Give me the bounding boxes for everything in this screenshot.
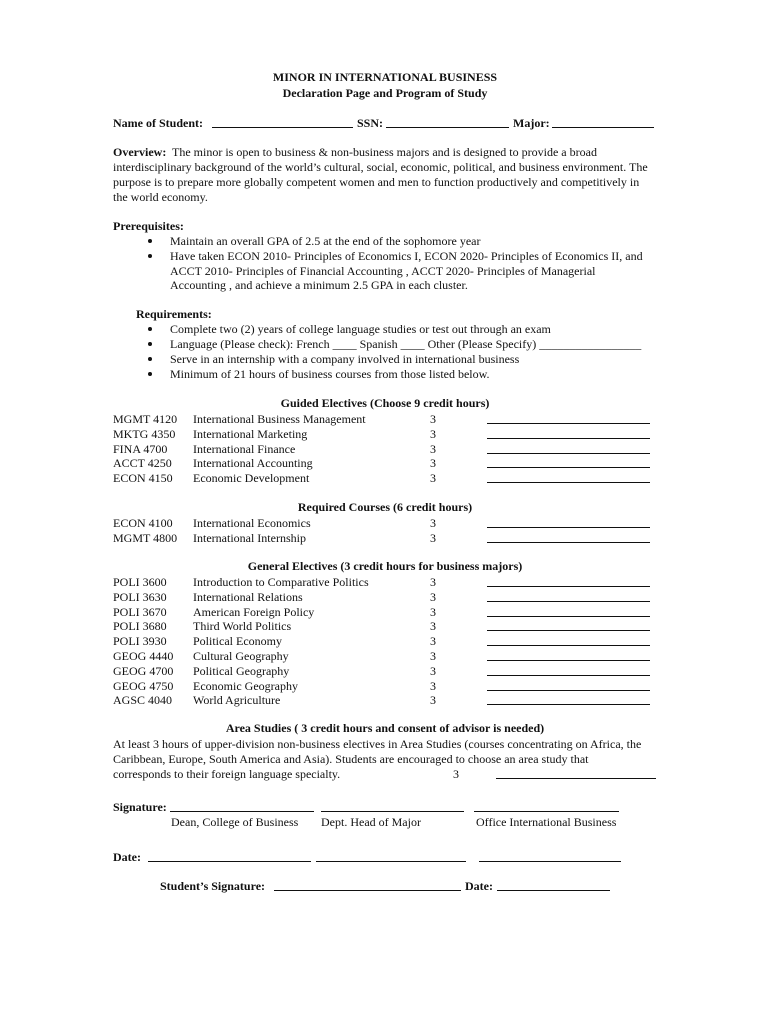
prerequisite-item: Maintain an overall GPA of 2.5 at the end of the sophomore year <box>170 234 481 248</box>
course-credits: 3 <box>430 575 436 589</box>
overview-line: purpose is to prepare more globally competent women and men to function productively and competitively in <box>113 175 640 189</box>
bullet-icon <box>148 342 152 346</box>
course-name: Economic Geography <box>193 678 298 693</box>
course-term-field[interactable] <box>487 605 650 617</box>
course-code: GEOG 4750 <box>113 678 174 693</box>
ssn-label: SSN: <box>357 116 384 130</box>
dept-head-signature-field[interactable] <box>321 800 464 812</box>
course-term-field[interactable] <box>487 471 650 483</box>
requirement-item: Serve in an internship with a company involved in international business <box>170 352 520 366</box>
student-date-field[interactable] <box>497 879 610 891</box>
requirement-item-language[interactable]: Language (Please check): French ____ Spanish ____ Other (Please Specify) _________________ <box>170 337 642 351</box>
course-term-field[interactable] <box>487 531 650 543</box>
course-credits: 3 <box>430 471 436 486</box>
student-signature-field[interactable] <box>274 879 461 891</box>
course-code: FINA 4700 <box>113 441 168 456</box>
course-term-field[interactable] <box>487 575 650 587</box>
area-studies-line: At least 3 hours of upper-division non-business electives in Area Studies (courses concentrating on Africa, the <box>113 737 642 751</box>
course-term-field[interactable] <box>487 590 650 602</box>
guided-electives-heading: Guided Electives (Choose 9 credit hours) <box>280 396 490 410</box>
area-studies-credits: 3 <box>453 767 459 781</box>
course-name: Economic Development <box>193 471 310 486</box>
area-studies-heading: Area Studies ( 3 credit hours and consent of advisor is needed) <box>225 721 545 735</box>
student-date-label: Date: <box>465 879 493 893</box>
dean-signature-field[interactable] <box>170 800 314 812</box>
course-name: International Marketing <box>193 426 308 441</box>
page-title: MINOR IN INTERNATIONAL BUSINESS <box>272 70 498 84</box>
course-name: International Finance <box>193 441 296 456</box>
requirement-item: Minimum of 21 hours of business courses from those listed below. <box>170 367 490 381</box>
date-label: Date: <box>113 850 141 864</box>
course-code: AGSC 4040 <box>113 693 173 708</box>
prerequisites-label: Prerequisites: <box>113 219 184 233</box>
required-courses-heading: Required Courses (6 credit hours) <box>297 500 473 514</box>
course-credits: 3 <box>430 649 436 663</box>
course-credits: 3 <box>430 619 436 634</box>
course-credits: 3 <box>430 530 436 545</box>
overview-label: Overview: <box>113 145 167 159</box>
prerequisite-item: ACCT 2010- Principles of Financial Accounting , ACCT 2020- Principles of Managerial <box>170 264 596 278</box>
course-code: POLI 3680 <box>113 619 167 634</box>
student-name-label: Name of Student: <box>113 116 203 130</box>
course-code: ECON 4100 <box>113 516 173 530</box>
course-code: GEOG 4700 <box>113 663 174 678</box>
area-studies-signoff-field[interactable] <box>496 767 656 779</box>
course-code: POLI 3670 <box>113 604 167 619</box>
course-code: MKTG 4350 <box>113 426 176 441</box>
prerequisite-item: Have taken ECON 2010- Principles of Economics I, ECON 2020- Principles of Economics II, and <box>170 249 643 263</box>
dean-date-field[interactable] <box>148 850 311 862</box>
course-credits: 3 <box>430 693 436 708</box>
bullet-icon <box>148 372 152 376</box>
general-electives-heading: General Electives (3 credit hours for business majors) <box>247 559 523 573</box>
student-name-field[interactable] <box>212 116 353 128</box>
course-credits: 3 <box>430 663 436 678</box>
course-code: MGMT 4120 <box>113 412 178 426</box>
course-name: International Accounting <box>193 456 313 471</box>
office-caption: Office International Business <box>476 815 617 829</box>
dept-head-caption: Dept. Head of Major <box>321 815 421 829</box>
requirements-label: Requirements: <box>136 307 212 321</box>
course-code: POLI 3930 <box>113 634 167 649</box>
office-date-field[interactable] <box>479 850 621 862</box>
course-code: ACCT 4250 <box>113 456 172 471</box>
course-credits: 3 <box>430 589 436 604</box>
overview-line: the world economy. <box>113 190 208 204</box>
student-signature-label: Student’s Signature: <box>160 879 266 893</box>
course-term-field[interactable] <box>487 442 650 454</box>
course-name: International Internship <box>193 530 306 545</box>
course-name: Political Geography <box>193 663 290 678</box>
course-credits: 3 <box>430 604 436 619</box>
dept-head-date-field[interactable] <box>316 850 466 862</box>
bullet-icon <box>148 357 152 361</box>
course-code: POLI 3630 <box>113 589 167 604</box>
prerequisite-item: Accounting , and achieve a minimum 2.5 GPA in each cluster. <box>170 278 468 292</box>
course-name: Political Economy <box>193 634 282 649</box>
area-studies-line: corresponds to their foreign language specialty. <box>113 767 341 781</box>
course-term-field[interactable] <box>487 427 650 439</box>
course-credits: 3 <box>430 516 436 530</box>
area-studies-line: Caribbean, Europe, South America and Asia). Students are encouraged to choose an area study that <box>113 752 589 766</box>
course-term-field[interactable] <box>487 693 650 705</box>
course-credits: 3 <box>430 456 436 471</box>
course-term-field[interactable] <box>487 664 650 676</box>
course-credits: 3 <box>430 441 436 456</box>
course-credits: 3 <box>430 426 436 441</box>
course-term-field[interactable] <box>487 649 650 661</box>
major-label: Major: <box>513 116 550 130</box>
signature-label: Signature: <box>113 800 167 814</box>
course-name: World Agriculture <box>193 693 281 708</box>
course-term-field[interactable] <box>487 634 650 646</box>
office-signature-field[interactable] <box>474 800 619 812</box>
course-credits: 3 <box>430 412 436 426</box>
course-name: International Economics <box>193 516 311 530</box>
bullet-icon <box>148 254 152 258</box>
course-credits: 3 <box>430 678 436 693</box>
bullet-icon <box>148 327 152 331</box>
dean-caption: Dean, College of Business <box>171 815 299 829</box>
course-code: GEOG 4440 <box>113 649 174 663</box>
course-name: Introduction to Comparative Politics <box>193 575 369 589</box>
course-name: Cultural Geography <box>193 649 289 663</box>
course-credits: 3 <box>430 634 436 649</box>
course-code: MGMT 4800 <box>113 530 178 545</box>
course-term-field[interactable] <box>487 679 650 691</box>
course-term-field[interactable] <box>487 456 650 468</box>
course-code: ECON 4150 <box>113 471 173 486</box>
course-term-field[interactable] <box>487 412 650 424</box>
course-name: American Foreign Policy <box>193 604 315 619</box>
course-name: Third World Politics <box>193 619 292 634</box>
ssn-field[interactable] <box>386 116 509 128</box>
course-code: POLI 3600 <box>113 575 167 589</box>
bullet-icon <box>148 239 152 243</box>
overview-line: interdisciplinary background of the world’s cultural, social, economic, political, and business environment. The <box>113 160 648 174</box>
course-name: International Business Management <box>193 412 366 426</box>
course-name: International Relations <box>193 589 303 604</box>
page-subtitle: Declaration Page and Program of Study <box>282 86 488 100</box>
course-term-field[interactable] <box>487 516 650 528</box>
overview-line: The minor is open to business & non-business majors and is designed to provide a broad <box>172 145 597 159</box>
major-field[interactable] <box>552 116 654 128</box>
requirement-item: Complete two (2) years of college language studies or test out through an exam <box>170 322 551 336</box>
course-term-field[interactable] <box>487 619 650 631</box>
